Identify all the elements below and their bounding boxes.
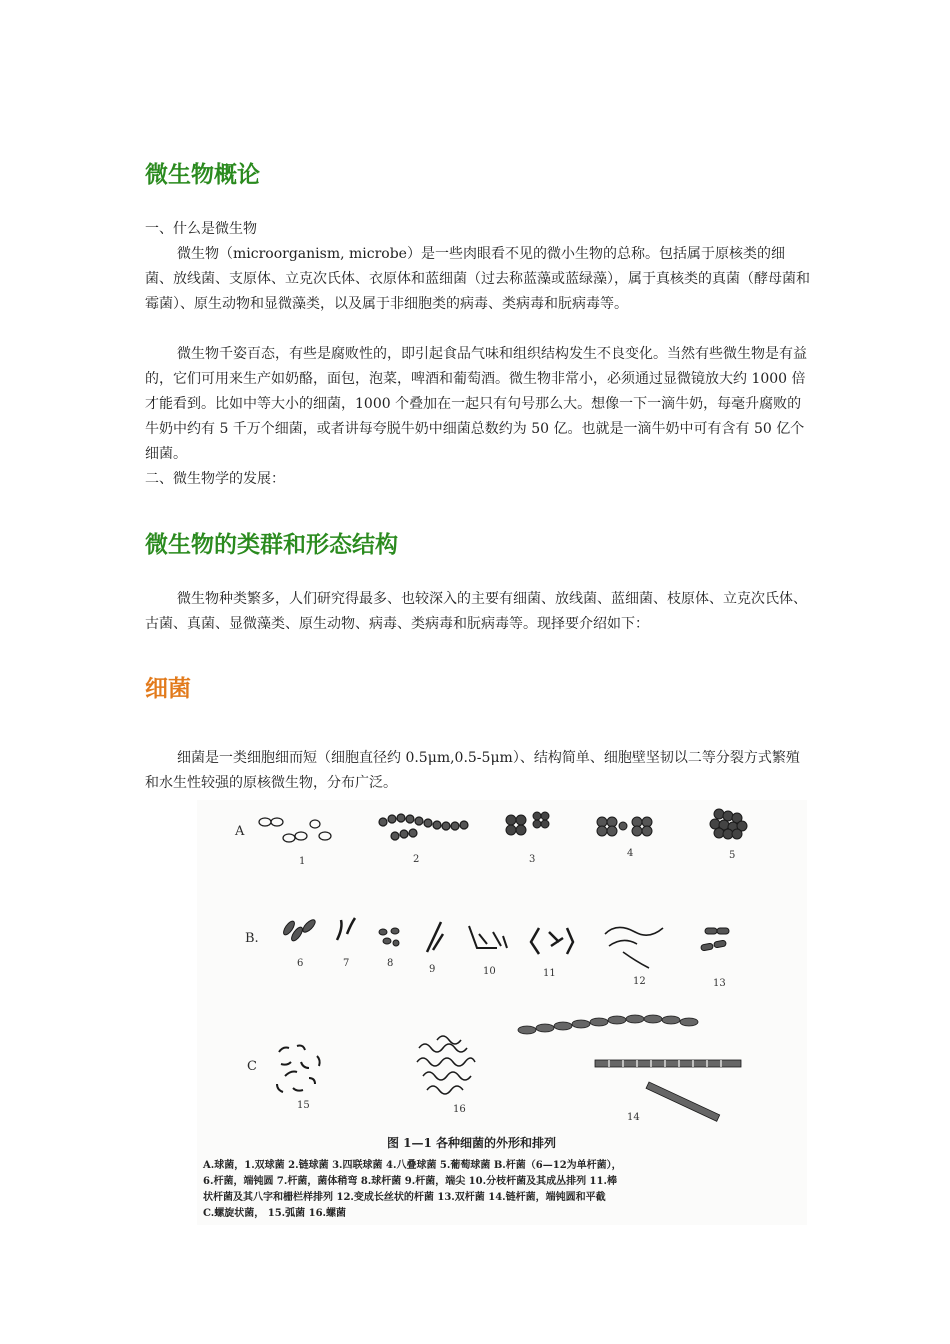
row-label-a: A (235, 824, 245, 839)
section-what-is-microbe: 一、什么是微生物 (145, 221, 257, 237)
heading-groups-morphology: 微生物的类群和形态结构 (145, 532, 398, 558)
figure-number-4: 4 (627, 848, 634, 859)
figure-caption-line-2: 6.杆菌，端钝圆 7.杆菌，菌体稍弯 8.球杆菌 9.杆菌，端尖 10.分枝杆菌及其成丛排列 11.棒 (203, 1176, 617, 1187)
coccobacillus-illustration (379, 928, 399, 946)
heading-microbe-intro: 微生物概论 (145, 162, 260, 188)
figure-number-15: 15 (297, 1100, 310, 1111)
figure-number-10: 10 (483, 966, 496, 977)
diplococcus-illustration (259, 818, 331, 842)
figure-number-14: 14 (627, 1112, 640, 1123)
branched-rod-illustration (469, 926, 507, 948)
curved-rod-illustration (337, 918, 355, 940)
spirillum-illustration (417, 1036, 475, 1094)
figure-number-16: 16 (453, 1104, 466, 1115)
staphylococcus-illustration (710, 809, 747, 839)
section-development: 二、微生物学的发展： (145, 471, 285, 487)
heading-bacteria: 细菌 (145, 676, 191, 702)
figure-caption-line-3: 状杆菌及其八字和栅栏样排列 12.变成长丝状的杆菌 13.双杆菌 14.链杆菌，端钝圆和平截 (203, 1192, 606, 1203)
figure-number-7: 7 (343, 958, 350, 969)
pointed-rod-illustration (427, 922, 443, 952)
diplobacillus-illustration (701, 928, 729, 951)
tetrad-illustration (506, 812, 549, 835)
figure-caption-line-1: A.球菌，1.双球菌 2.链球菌 3.四联球菌 4.八叠球菌 5.葡萄球菌 B.杆菌（6—12为单杆菌）， (203, 1160, 622, 1171)
club-rod-illustration (531, 928, 573, 954)
figure-number-9: 9 (429, 964, 436, 975)
figure-number-13: 13 (713, 978, 726, 989)
paragraph-definition: 微生物（microorganism, microbe）是一些肉眼看不见的微小生物的总称。包括属于原核类的细菌、放线菌、支原体、立克次氏体、衣原体和蓝细菌（过去称蓝藻或蓝绿藻），属于真核类的真菌（酵母菌和霉菌）、原生动物和显微藻类，以及属于非细胞类的病毒、类病毒和朊病毒等。 (145, 246, 810, 312)
figure-number-8: 8 (387, 958, 394, 969)
figure-caption-line-4: C.螺旋状菌， 15.弧菌 16.螺菌 (203, 1208, 347, 1219)
paragraph-bacteria: 细菌是一类细胞细而短（细胞直径约 0.5μm,0.5-5μm）、结构简单、细胞壁坚韧以二等分裂方式繁殖和水生性较强的原核微生物，分布广泛。 (145, 750, 800, 791)
paragraph-groups: 微生物种类繁多，人们研究得最多、也较深入的主要有细菌、放线菌、蓝细菌、枝原体、立克次氏体、古菌、真菌、显微藻类、原生动物、病毒、类病毒和朊病毒等。现择要介绍如下： (145, 591, 807, 632)
filamentous-rod-illustration (605, 927, 663, 968)
bacteria-morphology-figure (197, 800, 807, 1225)
figure-number-5: 5 (729, 850, 736, 861)
figure-number-11: 11 (543, 968, 556, 979)
figure-number-12: 12 (633, 976, 646, 987)
figure-number-3: 3 (529, 854, 536, 865)
figure-number-1: 1 (299, 856, 306, 867)
streptococcus-illustration (379, 814, 468, 840)
row-label-c: C (247, 1059, 257, 1074)
streptobacillus-illustration (518, 1015, 741, 1121)
paragraph-diversity: 微生物千姿百态，有些是腐败性的，即引起食品气味和组织结构发生不良变化。当然有些微生物是有益的，它们可用来生产如奶酪，面包，泡菜，啤酒和葡萄酒。微生物非常小，必须通过显微镜放大约 1000 倍才能看到。比如中等大小的细菌，1000 个叠加在一起只有句号那么大。想像一下一滴牛奶，每毫升腐败的牛奶中约有 5 千万个细菌，或者讲每夸脱牛奶中细菌总数约为 50 亿。也就是一滴牛奶中可有含有 50 亿个细菌。 (145, 346, 807, 462)
rod-blunt-ends-illustration (282, 918, 318, 943)
sarcina-illustration (597, 817, 652, 836)
figure-number-6: 6 (297, 958, 304, 969)
figure-title: 图 1—1 各种细菌的外形和排列 (387, 1136, 557, 1150)
row-label-b: B. (245, 931, 259, 946)
figure-number-2: 2 (413, 854, 420, 865)
vibrio-illustration (277, 1046, 320, 1093)
